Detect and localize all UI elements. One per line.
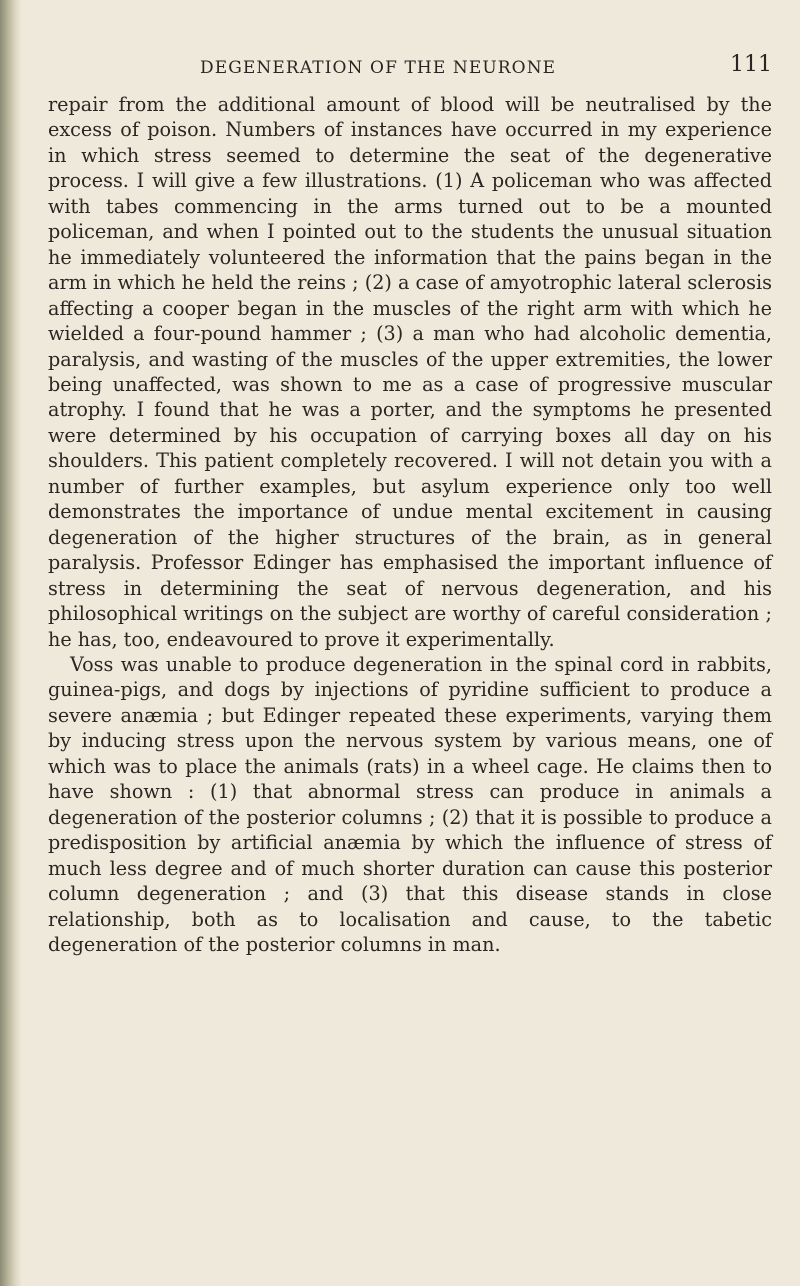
page-edge-shadow: [0, 0, 22, 1286]
paragraph-1: repair from the additional amount of blood will be neutralised by the excess of poison. Numbers of instances have occurred in my experience in which stress seemed to determine the seat of the degenerative process. I will give a few illustrations. (1) A policeman who was affected with tabes commencing in the arms turned out to be a mounted policeman, and when I pointed out to the students the unusual situation he immediately volunteered the information that the pains began in the arm in which he held the reins ; (2) a case of amyotrophic lateral sclerosis affecting a cooper began in the muscles of the right arm with which he wielded a four-pound hammer ; (3) a man who had alcoholic dementia, paralysis, and wasting of the muscles of the upper extremities, the lower being unaffected, was shown to me as a case of progressive muscular atrophy. I found that he was a porter, and the symptoms he presented were determined by his occupation of carrying boxes all day on his shoulders. This patient completely recovered. I will not detain you with a number of further examples, but asylum experience only too well demonstrates the importance of undue mental excitement in causing degeneration of the higher structures of the brain, as in general paralysis. Professor Edinger has emphasised the important influence of stress in determining the seat of nervous degeneration, and his philosophical writings on the subject are worthy of careful consideration ; he has, too, endeavoured to prove it experimentally.: [48, 93, 772, 651]
body-text: [46, 92, 776, 957]
running-head: [46, 0, 776, 92]
book-page: [46, 0, 776, 1286]
running-title: DEGENERATION OF THE NEURONE: [200, 58, 557, 78]
paragraph-2: Voss was unable to produce degeneration in the spinal cord in rabbits, guinea-pigs, and dogs by injections of pyridine sufficient to produce a severe anæmia ; but Edinger repeated these experiments, varying them by inducing stress upon the nervous system by various means, one of which was to place the animals (rats) in a wheel cage. He claims then to have shown : (1) that abnormal stress can produce in animals a degeneration of the posterior columns ; (2) that it is possible to produce a predisposition by artificial anæmia by which the influence of stress of much less degree and of much shorter duration can cause this posterior column degeneration ; and (3) that this disease stands in close relationship, both as to localisation and cause, to the tabetic degeneration of the posterior columns in man.: [48, 652, 772, 956]
page-number: 111: [730, 52, 772, 77]
